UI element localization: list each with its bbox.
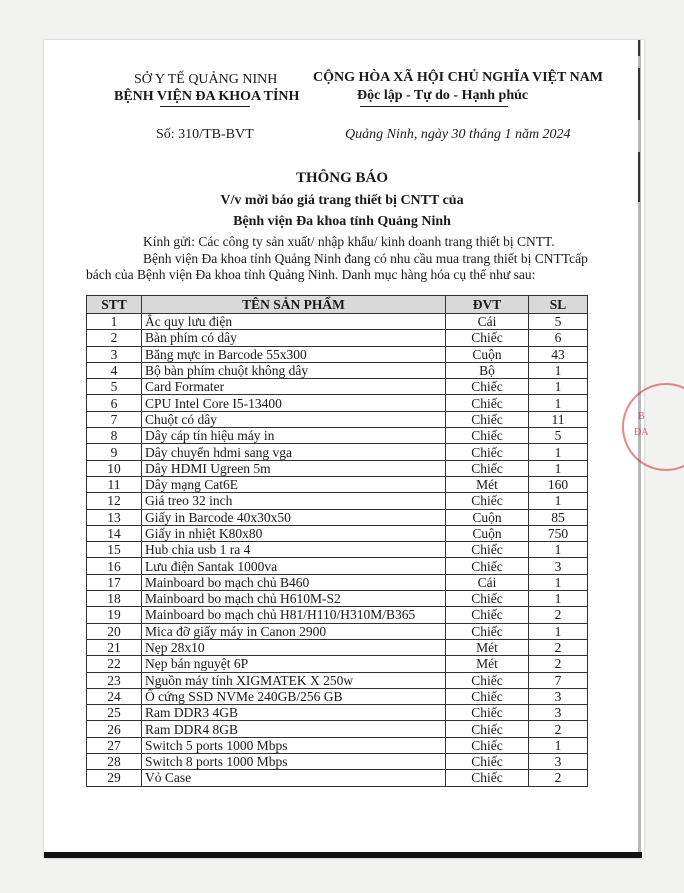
table-row xyxy=(87,444,588,460)
date-place: Quảng Ninh, ngày 30 tháng 1 năm 2024 xyxy=(345,127,571,142)
row-unit: Mét xyxy=(446,639,529,655)
row-stt: 2 xyxy=(87,330,142,346)
row-product-name: CPU Intel Core I5-13400 xyxy=(142,395,446,411)
row-quantity: 3 xyxy=(529,688,588,704)
table-row xyxy=(87,411,588,427)
row-unit: Chiếc xyxy=(446,444,529,460)
motto-underline xyxy=(360,106,508,107)
edge-mark xyxy=(638,40,640,56)
row-unit: Chiếc xyxy=(446,411,529,427)
row-unit: Chiếc xyxy=(446,672,529,688)
row-stt: 15 xyxy=(87,542,142,558)
table-row xyxy=(87,639,588,655)
row-stt: 9 xyxy=(87,444,142,460)
table-row xyxy=(87,428,588,444)
table-row xyxy=(87,460,588,476)
nation-motto: Độc lập - Tự do - Hạnh phúc xyxy=(357,88,529,103)
table-row xyxy=(87,688,588,704)
row-product-name: Switch 8 ports 1000 Mbps xyxy=(142,754,446,770)
row-quantity: 1 xyxy=(529,493,588,509)
row-product-name: Nẹp 28x10 xyxy=(142,639,446,655)
row-product-name: Bộ bàn phím chuột không dây xyxy=(142,362,446,378)
row-product-name: Ổ cứng SSD NVMe 240GB/256 GB xyxy=(142,688,446,704)
red-seal-stamp: B ĐA xyxy=(622,383,684,471)
row-product-name: Vỏ Case xyxy=(142,770,446,786)
product-table xyxy=(86,295,588,787)
table-row xyxy=(87,542,588,558)
table-row xyxy=(87,476,588,492)
row-stt: 10 xyxy=(87,460,142,476)
row-unit: Cuộn xyxy=(446,346,529,362)
row-stt: 18 xyxy=(87,591,142,607)
row-quantity: 1 xyxy=(529,460,588,476)
table-row xyxy=(87,493,588,509)
row-quantity: 2 xyxy=(529,607,588,623)
table-row xyxy=(87,379,588,395)
row-quantity: 750 xyxy=(529,525,588,541)
table-row xyxy=(87,330,588,346)
row-quantity: 1 xyxy=(529,591,588,607)
row-unit: Cái xyxy=(446,314,529,330)
row-product-name: Dây cáp tín hiệu máy in xyxy=(142,428,446,444)
table-row xyxy=(87,770,588,786)
row-product-name: Giá treo 32 inch xyxy=(142,493,446,509)
col-header-qty: SL xyxy=(529,296,588,314)
table-row xyxy=(87,754,588,770)
row-product-name: Nguồn máy tính XIGMATEK X 250w xyxy=(142,672,446,688)
row-product-name: Card Formater xyxy=(142,379,446,395)
row-product-name: Mainboard bo mạch chủ B460 xyxy=(142,574,446,590)
row-stt: 26 xyxy=(87,721,142,737)
intro-line-1: Bệnh viện Đa khoa tỉnh Quảng Ninh đang có nhu cầu mua trang thiết bị CNTTcấp xyxy=(143,251,588,266)
row-product-name: Dây mạng Cat6E xyxy=(142,476,446,492)
row-unit: Chiếc xyxy=(446,460,529,476)
table-row xyxy=(87,346,588,362)
edge-mark xyxy=(638,68,640,120)
row-product-name: Switch 5 ports 1000 Mbps xyxy=(142,737,446,753)
row-unit: Chiếc xyxy=(446,395,529,411)
table-row xyxy=(87,705,588,721)
row-quantity: 1 xyxy=(529,623,588,639)
doc-number: Số: 310/TB-BVT xyxy=(156,127,254,142)
row-unit: Chiếc xyxy=(446,607,529,623)
row-unit: Chiếc xyxy=(446,330,529,346)
row-product-name: Nẹp bán nguyệt 6P xyxy=(142,656,446,672)
row-quantity: 1 xyxy=(529,395,588,411)
row-quantity: 2 xyxy=(529,721,588,737)
row-unit: Chiếc xyxy=(446,428,529,444)
row-quantity: 1 xyxy=(529,574,588,590)
row-product-name: Lưu điện Santak 1000va xyxy=(142,558,446,574)
col-header-unit: ĐVT xyxy=(446,296,529,314)
row-quantity: 1 xyxy=(529,542,588,558)
row-unit: Mét xyxy=(446,476,529,492)
scan-bottom-edge xyxy=(44,852,642,858)
table-row xyxy=(87,574,588,590)
row-unit: Chiếc xyxy=(446,737,529,753)
row-stt: 11 xyxy=(87,476,142,492)
row-quantity: 2 xyxy=(529,639,588,655)
row-unit: Mét xyxy=(446,656,529,672)
row-unit: Bộ xyxy=(446,362,529,378)
table-row xyxy=(87,721,588,737)
row-quantity: 43 xyxy=(529,346,588,362)
row-product-name: Giấy in Barcode 40x30x50 xyxy=(142,509,446,525)
row-unit: Chiếc xyxy=(446,379,529,395)
row-unit: Cuộn xyxy=(446,509,529,525)
row-quantity: 2 xyxy=(529,770,588,786)
row-stt: 19 xyxy=(87,607,142,623)
table-row xyxy=(87,362,588,378)
table-row xyxy=(87,558,588,574)
table-header-row xyxy=(87,296,588,314)
table-row xyxy=(87,672,588,688)
row-stt: 16 xyxy=(87,558,142,574)
doc-subject-2: Bệnh viện Đa khoa tỉnh Quảng Ninh xyxy=(233,214,451,229)
col-header-name: TÊN SẢN PHẨM xyxy=(142,296,446,314)
row-product-name: Mainboard bo mạch chủ H610M-S2 xyxy=(142,591,446,607)
row-stt: 1 xyxy=(87,314,142,330)
table-row xyxy=(87,607,588,623)
row-unit: Chiếc xyxy=(446,623,529,639)
row-stt: 13 xyxy=(87,509,142,525)
table-row xyxy=(87,737,588,753)
row-quantity: 1 xyxy=(529,379,588,395)
table-row xyxy=(87,623,588,639)
row-unit: Chiếc xyxy=(446,770,529,786)
row-stt: 14 xyxy=(87,525,142,541)
row-quantity: 7 xyxy=(529,672,588,688)
row-product-name: Ắc quy lưu điện xyxy=(142,314,446,330)
row-product-name: Dây HDMI Ugreen 5m xyxy=(142,460,446,476)
row-stt: 29 xyxy=(87,770,142,786)
row-stt: 25 xyxy=(87,705,142,721)
row-quantity: 5 xyxy=(529,314,588,330)
row-product-name: Mainboard bo mạch chủ H81/H110/H310M/B365 xyxy=(142,607,446,623)
row-stt: 7 xyxy=(87,411,142,427)
row-stt: 6 xyxy=(87,395,142,411)
row-product-name: Chuột có dây xyxy=(142,411,446,427)
row-unit: Chiếc xyxy=(446,688,529,704)
row-product-name: Ram DDR4 8GB xyxy=(142,721,446,737)
row-unit: Cuộn xyxy=(446,525,529,541)
row-stt: 21 xyxy=(87,639,142,655)
row-product-name: Giấy in nhiệt K80x80 xyxy=(142,525,446,541)
row-quantity: 2 xyxy=(529,656,588,672)
row-product-name: Mica đỡ giấy máy in Canon 2900 xyxy=(142,623,446,639)
row-unit: Chiếc xyxy=(446,493,529,509)
org-underline xyxy=(160,106,250,107)
row-stt: 5 xyxy=(87,379,142,395)
row-quantity: 160 xyxy=(529,476,588,492)
row-quantity: 1 xyxy=(529,362,588,378)
table-row xyxy=(87,314,588,330)
row-unit: Chiếc xyxy=(446,721,529,737)
row-stt: 12 xyxy=(87,493,142,509)
row-unit: Chiếc xyxy=(446,558,529,574)
row-product-name: Bàn phím có dây xyxy=(142,330,446,346)
row-stt: 17 xyxy=(87,574,142,590)
table-row xyxy=(87,509,588,525)
row-quantity: 85 xyxy=(529,509,588,525)
row-product-name: Dây chuyển hdmi sang vga xyxy=(142,444,446,460)
row-unit: Chiếc xyxy=(446,754,529,770)
row-unit: Chiếc xyxy=(446,591,529,607)
row-unit: Cái xyxy=(446,574,529,590)
col-header-stt: STT xyxy=(87,296,142,314)
intro-line-2: bách của Bệnh viện Đa khoa tỉnh Quảng Ninh. Danh mục hàng hóa cụ thể như sau: xyxy=(86,267,536,282)
row-stt: 22 xyxy=(87,656,142,672)
row-quantity: 3 xyxy=(529,705,588,721)
row-stt: 20 xyxy=(87,623,142,639)
table-row xyxy=(87,395,588,411)
row-quantity: 3 xyxy=(529,558,588,574)
row-stt: 4 xyxy=(87,362,142,378)
row-stt: 23 xyxy=(87,672,142,688)
row-stt: 27 xyxy=(87,737,142,753)
doc-subject-1: V/v mời báo giá trang thiết bị CNTT của xyxy=(220,193,464,208)
table-row xyxy=(87,525,588,541)
row-quantity: 1 xyxy=(529,737,588,753)
row-quantity: 5 xyxy=(529,428,588,444)
table-row xyxy=(87,656,588,672)
org-parent: SỞ Y TẾ QUẢNG NINH xyxy=(134,72,278,87)
row-unit: Chiếc xyxy=(446,542,529,558)
row-quantity: 3 xyxy=(529,754,588,770)
greeting: Kính gửi: Các công ty sản xuất/ nhập khẩu/ kinh doanh trang thiết bị CNTT. xyxy=(143,234,555,249)
row-product-name: Hub chia usb 1 ra 4 xyxy=(142,542,446,558)
table-row xyxy=(87,591,588,607)
row-stt: 3 xyxy=(87,346,142,362)
row-stt: 8 xyxy=(87,428,142,444)
row-unit: Chiếc xyxy=(446,705,529,721)
row-quantity: 6 xyxy=(529,330,588,346)
row-product-name: Băng mực in Barcode 55x300 xyxy=(142,346,446,362)
row-quantity: 11 xyxy=(529,411,588,427)
row-quantity: 1 xyxy=(529,444,588,460)
doc-title: THÔNG BÁO xyxy=(295,170,389,186)
row-stt: 24 xyxy=(87,688,142,704)
row-product-name: Ram DDR3 4GB xyxy=(142,705,446,721)
row-stt: 28 xyxy=(87,754,142,770)
nation-title: CỘNG HÒA XÃ HỘI CHỦ NGHĨA VIỆT NAM xyxy=(313,70,604,85)
org-name: BỆNH VIỆN ĐA KHOA TỈNH xyxy=(114,89,300,104)
